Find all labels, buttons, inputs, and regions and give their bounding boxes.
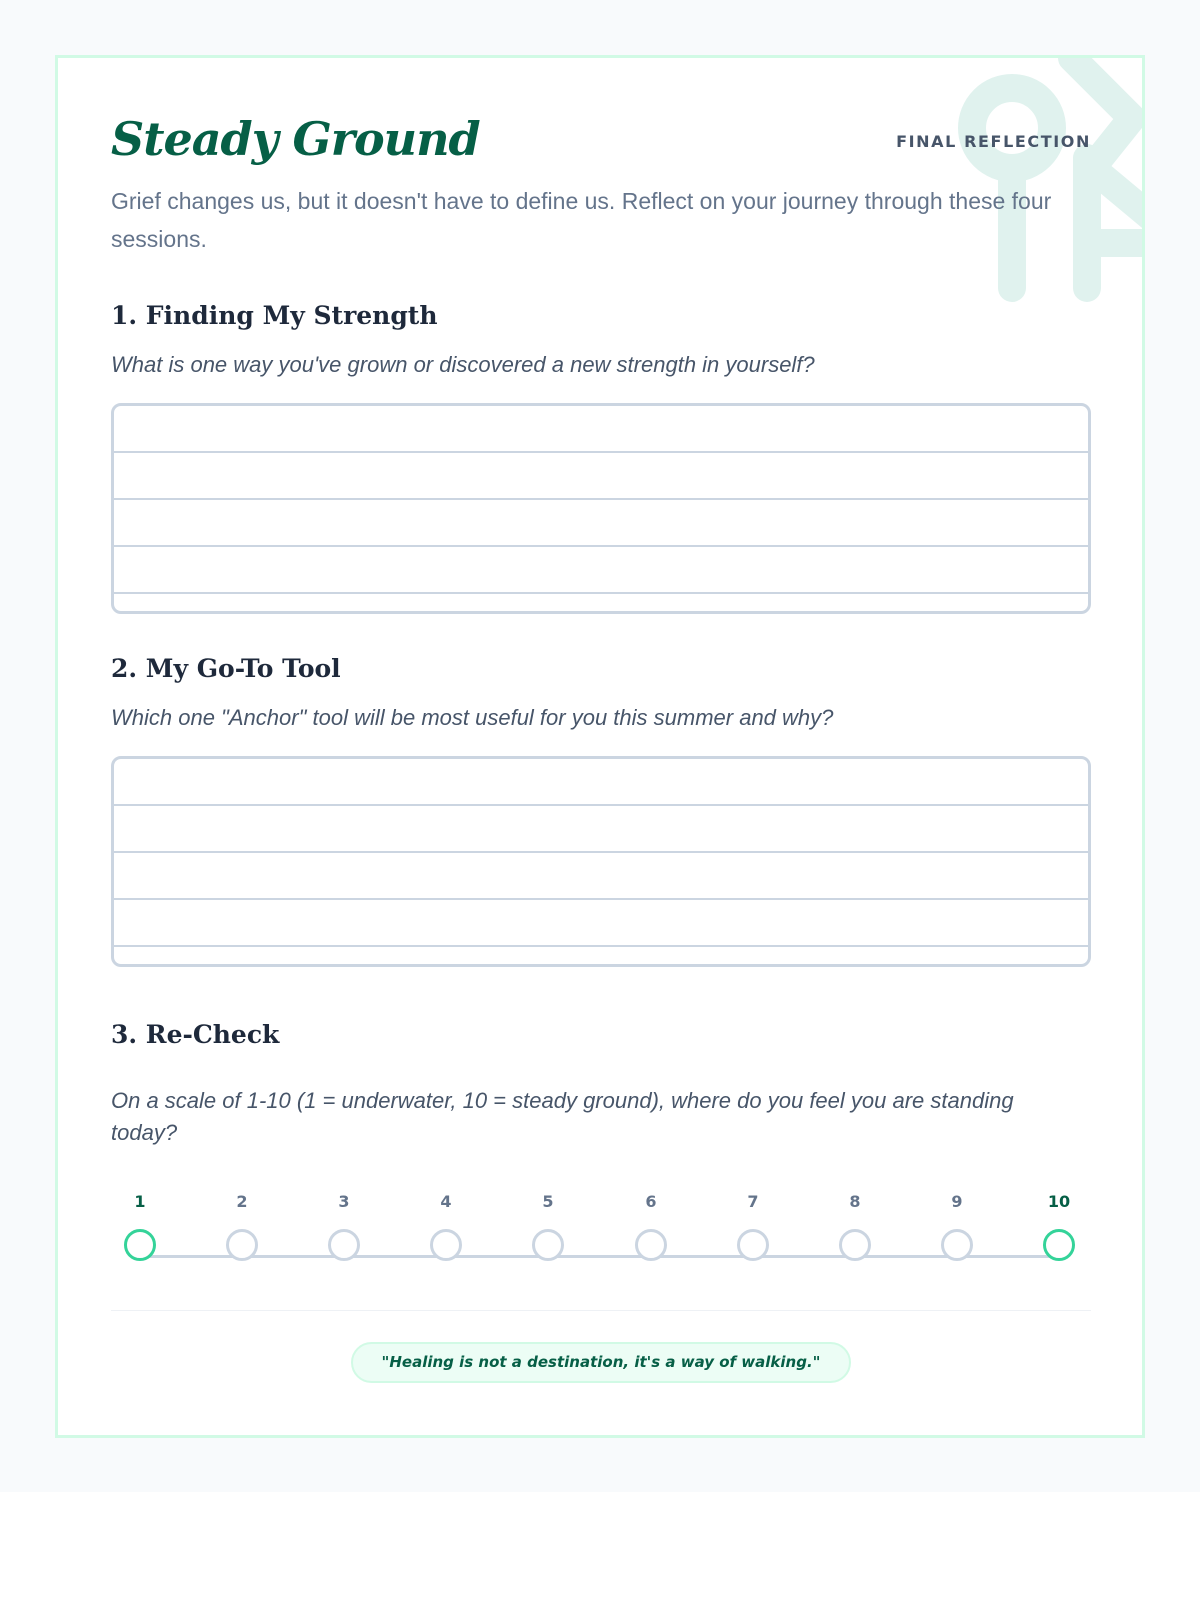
scale-label: 6 [645,1192,657,1211]
scale-radio[interactable] [839,1229,871,1261]
scale-option-3[interactable] [324,1186,364,1261]
scale-radio[interactable] [124,1229,156,1261]
page-title: Steady Ground [111,112,480,166]
scale-radio[interactable] [737,1229,769,1261]
scale-radio[interactable] [635,1229,667,1261]
scale-radio[interactable] [532,1229,564,1261]
section-heading-re-check: 3. Re-Check [111,1020,280,1049]
scale-radio[interactable] [430,1229,462,1261]
scale-radio[interactable] [328,1229,360,1261]
scale-radio[interactable] [941,1229,973,1261]
prompt-re-check: On a scale of 1-10 (1 = underwater, 10 = steady ground), where do you feel you are standing today? [111,1088,1014,1145]
prompt-strength: What is one way you've grown or discovered a new strength in yourself? [111,352,815,377]
scale-option-2[interactable] [222,1186,262,1261]
footer-divider [111,1310,1091,1311]
prompt-go-to-tool: Which one "Anchor" tool will be most useful for you this summer and why? [111,705,834,730]
scale-label: 2 [236,1192,248,1211]
scale-track [143,1255,1061,1258]
scale-label: 4 [440,1192,452,1211]
scale-radio[interactable] [1043,1229,1075,1261]
scale-label: 7 [747,1192,759,1211]
scale-label: 1 [134,1192,146,1211]
scale-radio[interactable] [226,1229,258,1261]
section-heading-go-to-tool: 2. My Go-To Tool [111,654,341,683]
scale-label: 8 [849,1192,861,1211]
scale-option-9[interactable] [937,1186,977,1261]
scale-option-5[interactable] [528,1186,568,1261]
section-heading-strength: 1. Finding My Strength [111,301,438,330]
scale-option-10[interactable] [1039,1186,1079,1261]
scale-option-1[interactable] [120,1186,160,1261]
worksheet-card [55,55,1145,1438]
scale-label: 9 [951,1192,963,1211]
scale-option-8[interactable] [835,1186,875,1261]
scale-label: 10 [1047,1192,1071,1211]
answer-area-strength[interactable] [111,403,1091,614]
scale-label: 3 [338,1192,350,1211]
closing-quote: "Healing is not a destination, it's a way of walking." [351,1342,851,1383]
rating-scale [111,1186,1091,1266]
scale-option-6[interactable] [631,1186,671,1261]
final-reflection-tag: FINAL REFLECTION [896,132,1091,151]
scale-option-4[interactable] [426,1186,466,1261]
scale-label: 5 [542,1192,554,1211]
intro-text: Grief changes us, but it doesn't have to define us. Reflect on your journey through these four sessions. [111,188,1052,252]
scale-option-7[interactable] [733,1186,773,1261]
answer-area-go-to-tool[interactable] [111,756,1091,967]
